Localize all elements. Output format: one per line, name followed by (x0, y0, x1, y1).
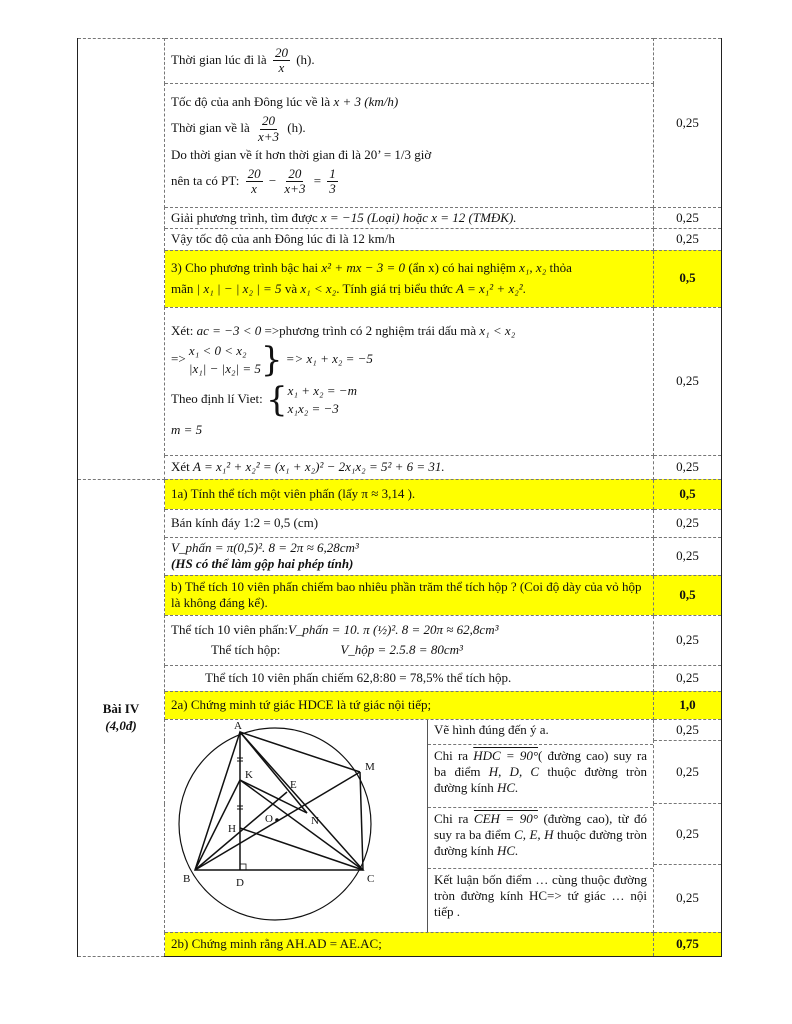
text: 3) Cho phương trình bậc hai (171, 260, 319, 276)
text: 1a) Tính thể tích một viên phấn (lấy π ≈ 3,14 ). (171, 485, 416, 501)
fraction (327, 167, 338, 197)
score-cell (654, 719, 722, 741)
score-cell (654, 615, 722, 665)
label-A: A (234, 719, 242, 732)
text: thuộc đường tròn đường kính (434, 763, 647, 795)
score-cell (654, 509, 722, 537)
figure-block (165, 719, 654, 932)
numerator: 20 (288, 165, 302, 181)
score-cell (654, 537, 722, 575)
operator: = (313, 172, 322, 188)
fraction (282, 167, 307, 197)
math: |x₁| − |x₂| = 5 (188, 360, 261, 376)
score: 0,5 (679, 485, 696, 501)
text: và (284, 280, 298, 296)
text: Kết luận bốn điểm … cùng thuộc đường tròn đường kính HC=> tứ giác … nội tiếp . (434, 871, 647, 919)
math: x₁ + x₂ = −m (287, 383, 357, 398)
text: Thể tích hộp: (211, 642, 281, 657)
score-cell (654, 665, 722, 691)
math: CEH = 90° (473, 810, 538, 826)
numerator: 1 (329, 165, 336, 181)
math: | x₁ | − | x₂ | = 5 (196, 280, 282, 296)
score-cell (654, 804, 722, 865)
denominator: x+3 (257, 128, 280, 144)
math: HDC = 90° (473, 747, 539, 763)
bai-cell-empty (78, 39, 165, 480)
text: . Tính giá trị biểu thức (336, 280, 453, 296)
text: 2b) Chứng minh rằng AH.AD = AE.AC; (171, 936, 382, 952)
text: nên ta có PT: (171, 172, 240, 188)
score: 0,25 (676, 890, 699, 906)
text: Do thời gian về ít hơn thời gian đi là 20’ = 1/3 giờ (171, 146, 432, 162)
text: Vậy tốc độ của anh Đông lúc đi là 12 km/h (171, 231, 395, 247)
system: x₁ < 0 < x₂ |x₁| − |x₂| = 5 } (188, 339, 283, 380)
row-1a (165, 479, 654, 509)
label-M: M (365, 760, 375, 773)
label-D: D (236, 876, 244, 889)
math: HC. (497, 843, 519, 858)
math: A = x₁² + x₂² = (x₁ + x₂)² − 2x₁x₂ = 5² + 6 = 31. (193, 458, 445, 474)
math: V_phấn = 10. π (½)². 8 = 20π ≈ 62,8cm³ (287, 621, 499, 637)
text: Theo định lí Viet: (171, 391, 263, 407)
score-cell (654, 208, 722, 229)
text: (ẩn x) có hai nghiệm (408, 260, 516, 276)
text: Thể tích 10 viên phấn chiếm 62,8:80 = 78,5% thể tích hộp. (205, 669, 512, 685)
text: Xét: (171, 323, 194, 339)
text: Thể tích 10 viên phấn: (171, 621, 288, 637)
text: thỏa (549, 260, 572, 276)
row-toc-do-ve (165, 84, 654, 208)
denominator: x (251, 181, 257, 197)
score: 0,25 (676, 547, 699, 563)
score-cell (654, 741, 722, 804)
operator: => (171, 350, 186, 366)
bai-points: (4,0đ) (105, 717, 137, 733)
numerator: 20 (261, 113, 275, 129)
fraction (256, 114, 281, 144)
label-N: N (311, 814, 319, 827)
operator: − (268, 172, 277, 188)
math: => x₁ + x₂ = −5 (285, 350, 373, 366)
math: x₁ < x₂ (479, 323, 516, 339)
score-cell (654, 39, 722, 208)
row-v-phan (165, 537, 654, 575)
criterion-ceh (428, 808, 653, 869)
bai-iv-cell (78, 479, 165, 956)
score-cell (654, 229, 722, 250)
text: 2a) Chứng minh tứ giác HDCE là tứ giác nội tiếp; (171, 696, 432, 712)
text: Bán kính đáy 1:2 = 0,5 (cm) (171, 514, 319, 530)
math: x₁ < x₂ (300, 280, 337, 296)
row-viet (165, 307, 654, 455)
math: H, D, C (488, 763, 540, 779)
math: x₁ < 0 < x₂ (188, 342, 247, 358)
criterion-hdc (428, 745, 653, 808)
row-2a (165, 691, 654, 719)
text: . (522, 280, 526, 296)
text: Thời gian lúc đi là (171, 51, 267, 67)
score: 0,75 (676, 936, 699, 952)
denominator: 3 (329, 181, 336, 197)
math: m = 5 (171, 422, 203, 438)
score: 0,25 (676, 764, 699, 780)
row-thoi-gian-di (165, 39, 654, 84)
text: Chi ra (434, 747, 469, 763)
row-giai-pt (165, 208, 654, 229)
score-cell (654, 479, 722, 509)
text: (h). (296, 51, 315, 67)
score: 0,25 (676, 669, 699, 685)
row-2b (165, 932, 654, 956)
math: x = −15 (Loại) hoặc x = 12 (TMĐK). (320, 210, 517, 225)
label-E: E (290, 778, 297, 791)
row-cau-3 (165, 250, 654, 307)
text: b) Thể tích 10 viên phấn chiếm bao nhiêu phần trăm thể tích hộp ? (Coi độ dày của vỏ hộp là không đáng kể). (171, 578, 642, 610)
score: 0,5 (679, 270, 696, 286)
figure-cell (165, 720, 428, 932)
bai-title: Bài IV (102, 701, 140, 717)
score: 0,25 (676, 721, 699, 737)
row-xet-A (165, 455, 654, 479)
score-cell (654, 250, 722, 307)
math: x + 3 (km/h) (333, 94, 399, 110)
denominator: x+3 (284, 181, 306, 197)
math: HC. (497, 780, 519, 795)
label-O: O (265, 812, 273, 825)
score-cell (654, 307, 722, 455)
text: Chi ra (434, 810, 469, 826)
fraction (273, 46, 290, 76)
text: Xét (171, 458, 190, 474)
score-cell (654, 691, 722, 719)
text: (đường cao), từ đó suy ra ba điểm (434, 810, 647, 842)
score: 0,25 (676, 458, 699, 474)
denominator: x (278, 60, 285, 76)
score-cell (654, 865, 722, 932)
score: 0,25 (676, 372, 699, 388)
text: thuộc đường tròn đường kính (434, 826, 648, 858)
score-cell (654, 455, 722, 479)
answer-table (77, 38, 722, 957)
score: 0,5 (679, 586, 696, 602)
text: ( đường cao) suy ra ba điểm (434, 747, 648, 779)
system: { x₁ + x₂ = −m x₁x₂ = −3 (266, 380, 357, 421)
score: 0,25 (676, 514, 699, 530)
text: Giải phương trình, tìm được (171, 210, 318, 225)
fraction (246, 167, 263, 197)
math: V_hộp = 2.5.8 = 80cm³ (340, 642, 463, 657)
math: x₁x₂ = −3 (287, 401, 339, 417)
criteria-cell (428, 720, 654, 932)
score: 0,25 (676, 210, 699, 225)
text: Tốc độ của anh Đông lúc về là (171, 94, 331, 110)
row-the-tich (165, 615, 654, 665)
label-C: C (367, 872, 375, 885)
score: 0,25 (676, 231, 699, 247)
label-B: B (183, 872, 191, 885)
row-ban-kinh (165, 509, 654, 537)
math: ac = −3 < 0 (196, 323, 262, 339)
math: x₁, x₂ (519, 260, 547, 276)
score: 0,25 (676, 114, 699, 130)
geometry-figure (165, 720, 427, 928)
row-ket-luan-toc-do (165, 229, 654, 250)
text: mãn (171, 280, 194, 296)
text: (h). (287, 120, 306, 136)
row-phan-tram (165, 665, 654, 691)
score: 0,25 (676, 826, 699, 842)
text: (HS có thể làm gộp hai phép tính) (171, 556, 354, 571)
math: A = x₁² + x₂² (456, 280, 523, 296)
numerator: 20 (247, 165, 261, 181)
label-H: H (228, 822, 236, 835)
text: Vẽ hình đúng đến ý a. (428, 720, 653, 745)
row-1b (165, 575, 654, 615)
text: =>phương trình có 2 nghiệm trái dấu mà (264, 323, 477, 339)
math: V_phấn = π(0,5)². 8 = 2π ≈ 6,28cm³ (171, 539, 359, 555)
score: 0,25 (676, 631, 699, 647)
math: x² + mx − 3 = 0 (321, 260, 406, 276)
label-K: K (245, 768, 253, 781)
numerator: 20 (274, 44, 288, 60)
score: 1,0 (679, 696, 696, 712)
score-cell (654, 932, 722, 956)
score-cell (654, 575, 722, 615)
text: Thời gian về là (171, 120, 250, 136)
math: C, E, H (514, 826, 554, 842)
